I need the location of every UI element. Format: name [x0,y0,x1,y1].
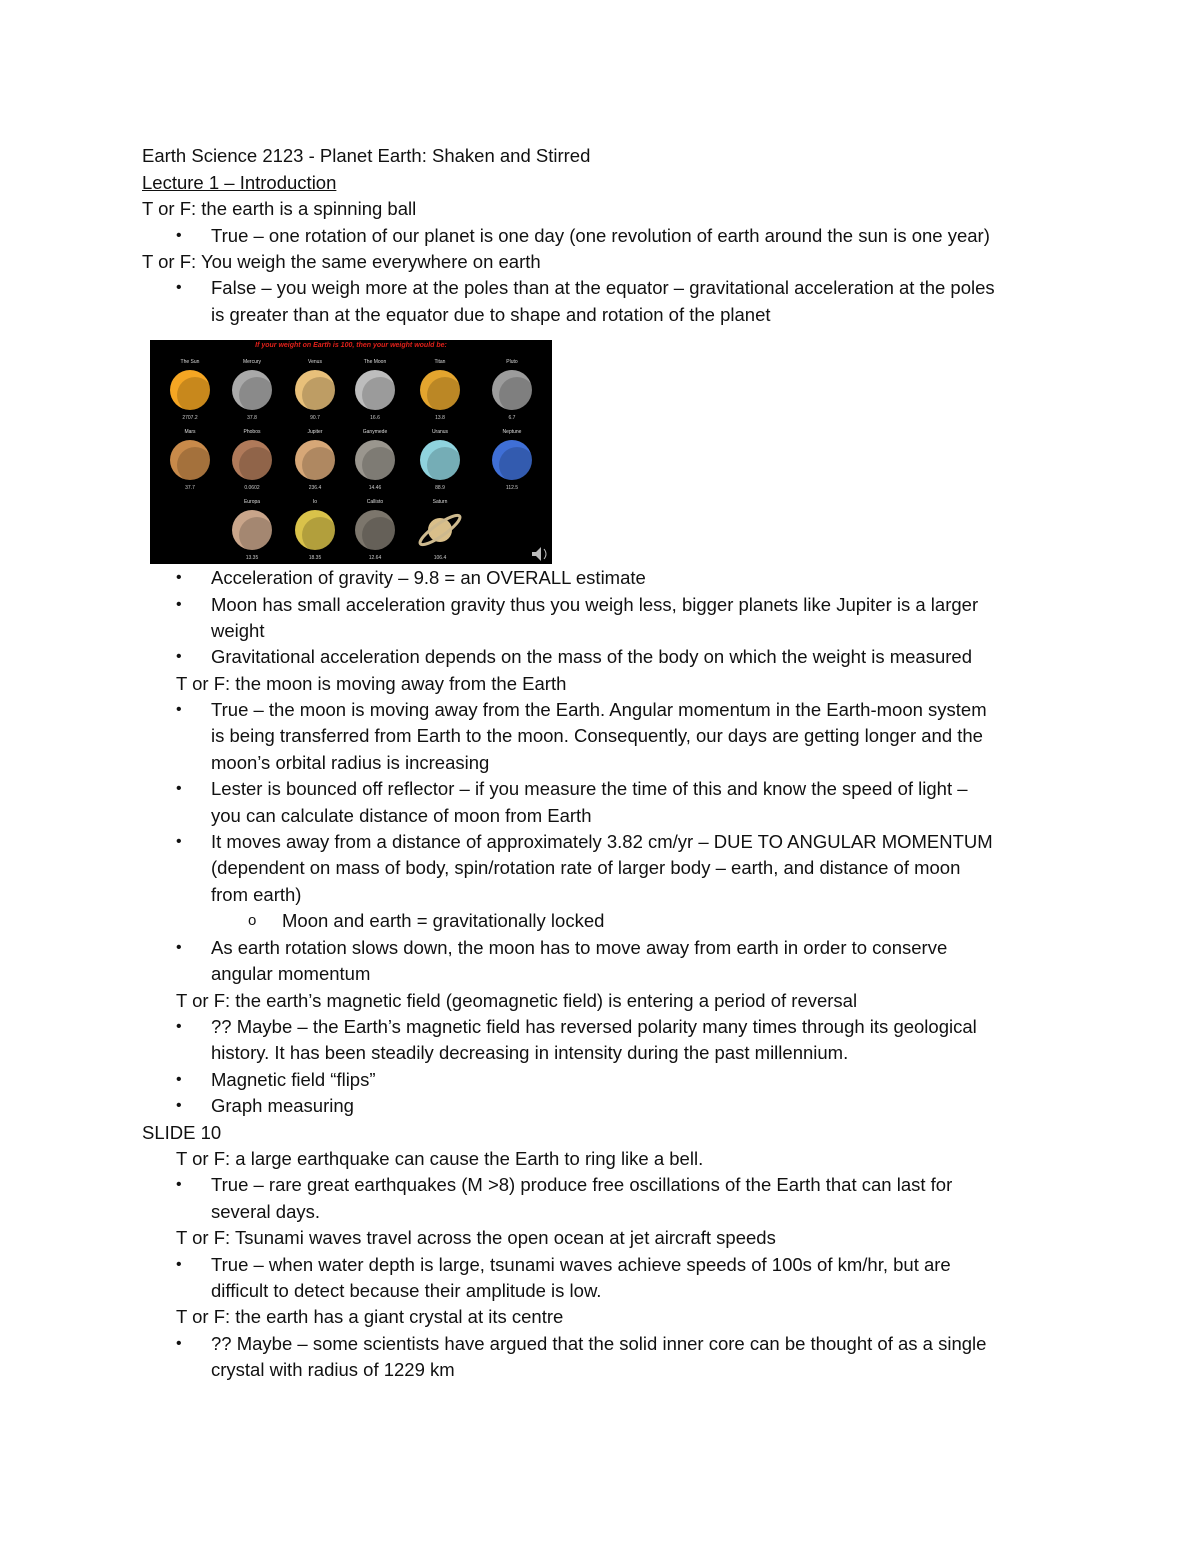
body-mars [170,429,213,491]
body-weight-value: 12.64 [368,555,382,561]
figure-header: If your weight on Earth is 100, then your weight would be: [255,342,447,349]
answer-line: True – rare great earthquakes (M >8) produce free oscillations of the Earth that can last for [211,1174,953,1195]
question-line: T or F: the earth is a spinning ball [142,198,417,219]
body-name-label: Mercury [242,359,262,365]
note-line: Graph measuring [211,1095,354,1116]
note-line: Gravitational acceleration depends on the mass of the body on which the weight is measured [211,646,973,667]
body-name-label: Titan [434,359,446,365]
body-weight-value: 13.8 [435,415,445,421]
lecture-heading: Lecture 1 – Introduction [142,172,337,193]
body-name-label: Uranus [431,429,449,435]
answer-line: True – one rotation of our planet is one day (one revolution of earth around the sun is one year) [211,225,990,246]
note-line: you can calculate distance of moon from Earth [211,805,592,826]
body-weight-value: 13.35 [245,555,259,561]
answer-line: True – when water depth is large, tsunami waves achieve speeds of 100s of km/hr, but are [211,1254,951,1275]
bullet-marker: • [176,780,182,797]
planet-shading [239,447,275,483]
body-europa [232,499,275,561]
bullet-marker: • [176,596,182,613]
body-the-moon [355,359,398,421]
body-name-label: Venus [308,359,322,365]
answer-line: moon’s orbital radius is increasing [211,752,490,773]
body-weight-value: 0.0602 [244,485,260,491]
planet-shading [302,517,338,553]
planet-weights-graphic [150,340,552,564]
planet-shading [177,447,213,483]
body-name-label: Europa [243,499,261,505]
planet-shading [302,447,338,483]
body-name-label: Phobos [243,429,261,435]
planet-shading [177,377,213,413]
question-line: T or F: the earth has a giant crystal at its centre [176,1306,564,1327]
answer-line: False – you weigh more at the poles than at the equator – gravitational acceleration at the poles [211,277,995,298]
document-title: Earth Science 2123 - Planet Earth: Shaken and Stirred [142,145,591,166]
body-titan [420,359,463,421]
question-line: T or F: a large earthquake can cause the Earth to ring like a bell. [176,1148,704,1169]
answer-line: True – the moon is moving away from the Earth. Angular momentum in the Earth-moon system [211,699,987,720]
answer-line: difficult to detect because their amplitude is low. [211,1280,602,1301]
body-the-sun [170,359,213,421]
bullet-marker: • [176,1018,182,1035]
bullet-marker: • [176,648,182,665]
speaker-icon [532,547,546,561]
body-weight-value: 88.9 [435,485,445,491]
planet-shading [499,377,535,413]
answer-line: history. It has been steadily decreasing in intensity during the past millennium. [211,1042,849,1063]
body-name-label: The Moon [363,359,387,365]
planet-shading [239,377,275,413]
body-name-label: Mars [184,429,196,435]
sub-note-line: Moon and earth = gravitationally locked [282,910,605,931]
answer-line: crystal with radius of 1229 km [211,1359,455,1380]
body-neptune [492,429,535,491]
body-callisto [355,499,398,561]
planet-shading [427,377,463,413]
body-weight-value: 2707.2 [182,415,198,421]
bullet-marker: • [176,1335,182,1352]
bullet-marker: • [176,1097,182,1114]
question-line: T or F: You weigh the same everywhere on earth [142,251,541,272]
body-weight-value: 106.4 [433,555,447,561]
note-line: (dependent on mass of body, spin/rotation rate of larger body – earth, and distance of moon [211,857,961,878]
body-phobos [232,429,275,491]
slide-label: SLIDE 10 [142,1122,222,1143]
body-name-label: Saturn [432,499,448,505]
body-weight-value: 18.35 [308,555,322,561]
body-weight-value: 14.46 [368,485,382,491]
answer-line: is being transferred from Earth to the moon. Consequently, our days are getting longer and the [211,725,983,746]
planet-shading [499,447,535,483]
body-name-label: Pluto [506,359,518,365]
body-weight-value: 37.7 [185,485,195,491]
note-line: angular momentum [211,963,371,984]
sub-bullet-marker: o [248,912,257,929]
answer-line: is greater than at the equator due to shape and rotation of the planet [211,304,771,325]
planet-shading [302,377,338,413]
answer-line: ?? Maybe – some scientists have argued that the solid inner core can be thought of as a single [211,1333,987,1354]
body-jupiter [295,429,338,491]
body-ganymede [355,429,398,491]
bullet-marker: • [176,569,182,586]
planet-shading [427,447,463,483]
planet-shading [362,377,398,413]
body-weight-value: 236.4 [308,485,322,491]
bullet-marker: • [176,1071,182,1088]
note-line: Magnetic field “flips” [211,1069,376,1090]
bullet-marker: • [176,279,182,296]
note-line: As earth rotation slows down, the moon has to move away from earth in order to conserve [211,937,948,958]
body-name-label: Io [312,499,318,505]
question-line: T or F: the moon is moving away from the Earth [176,673,567,694]
bullet-marker: • [176,1176,182,1193]
question-line: T or F: Tsunami waves travel across the open ocean at jet aircraft speeds [176,1227,776,1248]
planet-shading [362,517,398,553]
body-io [295,499,338,561]
planet-weights-figure [150,340,552,564]
body-weight-value: 90.7 [310,415,320,421]
body-name-label: Callisto [366,499,384,505]
answer-line: ?? Maybe – the Earth’s magnetic field has reversed polarity many times through its geological [211,1016,977,1037]
note-line: It moves away from a distance of approximately 3.82 cm/yr – DUE TO ANGULAR MOMENTUM [211,831,993,852]
note-line: Lester is bounced off reflector – if you measure the time of this and know the speed of light – [211,778,968,799]
body-uranus [420,429,463,491]
body-name-label: Ganymede [362,429,388,435]
bullet-marker: • [176,1256,182,1273]
body-pluto [492,359,535,421]
body-saturn [417,499,463,561]
note-line: from earth) [211,884,302,905]
note-line: Moon has small acceleration gravity thus you weigh less, bigger planets like Jupiter is a larger [211,594,979,615]
bullet-marker: • [176,701,182,718]
note-line: Acceleration of gravity – 9.8 = an OVERALL estimate [211,567,646,588]
bullet-marker: • [176,833,182,850]
bullet-marker: • [176,227,182,244]
body-name-label: Neptune [502,429,522,435]
note-line: weight [211,620,265,641]
body-name-label: Jupiter [307,429,323,435]
question-line: T or F: the earth’s magnetic field (geomagnetic field) is entering a period of reversal [176,990,858,1011]
body-name-label: The Sun [180,359,200,365]
planet-shading [239,517,275,553]
body-weight-value: 37.8 [247,415,257,421]
bullet-marker: • [176,939,182,956]
planet-shading [362,447,398,483]
body-mercury [232,359,275,421]
body-weight-value: 16.6 [370,415,380,421]
body-venus [295,359,338,421]
body-weight-value: 112.5 [505,485,519,491]
answer-line: several days. [211,1201,320,1222]
body-weight-value: 6.7 [508,415,516,421]
